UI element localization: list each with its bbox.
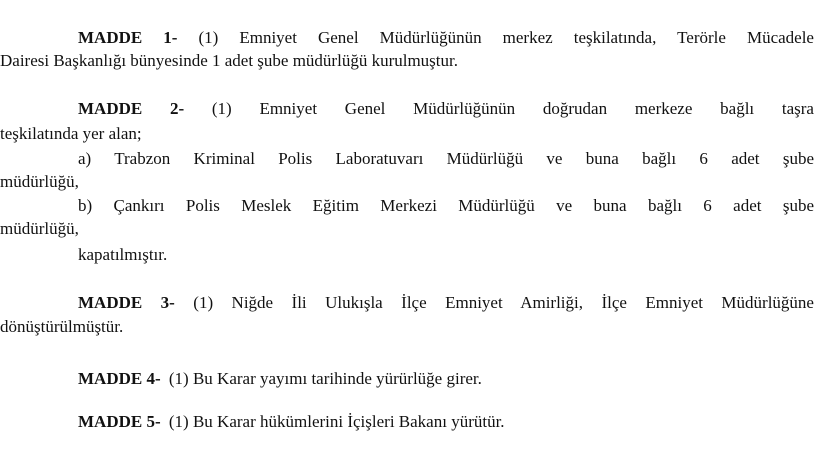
article-3-text: (1) Niğde İli Ulukışla İlçe Emniyet Amirliği, İlçe Emniyet Müdürlüğüne: [193, 293, 814, 312]
article-5-heading: MADDE 5-: [78, 412, 161, 431]
article-2-item-a-line1: a) Trabzon Kriminal Polis Laboratuvarı Müdürlüğü ve buna bağlı 6 adet şube: [78, 149, 814, 168]
article-4-line: [78, 369, 482, 389]
article-3-second-line: dönüştürülmüştür.: [0, 317, 124, 336]
article-4-text: (1) Bu Karar yayımı tarihinde yürürlüğe girer.: [168, 369, 482, 388]
article-1-second-line: Dairesi Başkanlığı bünyesinde 1 adet şube müdürlüğü kurulmuştur.: [0, 51, 458, 70]
article-1-text: (1) Emniyet Genel Müdürlüğünün merkez teşkilatında, Terörle Mücadele: [198, 28, 814, 47]
article-2-heading: MADDE 2-: [78, 99, 185, 118]
article-1-first-line: [78, 28, 814, 48]
article-4-heading: MADDE 4-: [78, 369, 161, 388]
article-2-second-line: teşkilatında yer alan;: [0, 124, 142, 143]
article-2-text: (1) Emniyet Genel Müdürlüğünün doğrudan merkeze bağlı taşra: [211, 99, 814, 118]
article-2-item-a-line2: müdürlüğü,: [0, 172, 79, 191]
article-2-closing: kapatılmıştır.: [78, 245, 168, 264]
article-5-text: (1) Bu Karar hükümlerini İçişleri Bakanı yürütür.: [168, 412, 505, 431]
article-2-first-line: [78, 99, 814, 119]
article-2-item-b-line2: müdürlüğü,: [0, 219, 79, 238]
article-1-heading: MADDE 1-: [78, 28, 178, 47]
article-3-heading: MADDE 3-: [78, 293, 175, 312]
article-2-item-b-line1: b) Çankırı Polis Meslek Eğitim Merkezi Müdürlüğü ve buna bağlı 6 adet şube: [78, 196, 814, 215]
article-3-first-line: [78, 293, 814, 313]
article-5-line: [78, 412, 505, 432]
